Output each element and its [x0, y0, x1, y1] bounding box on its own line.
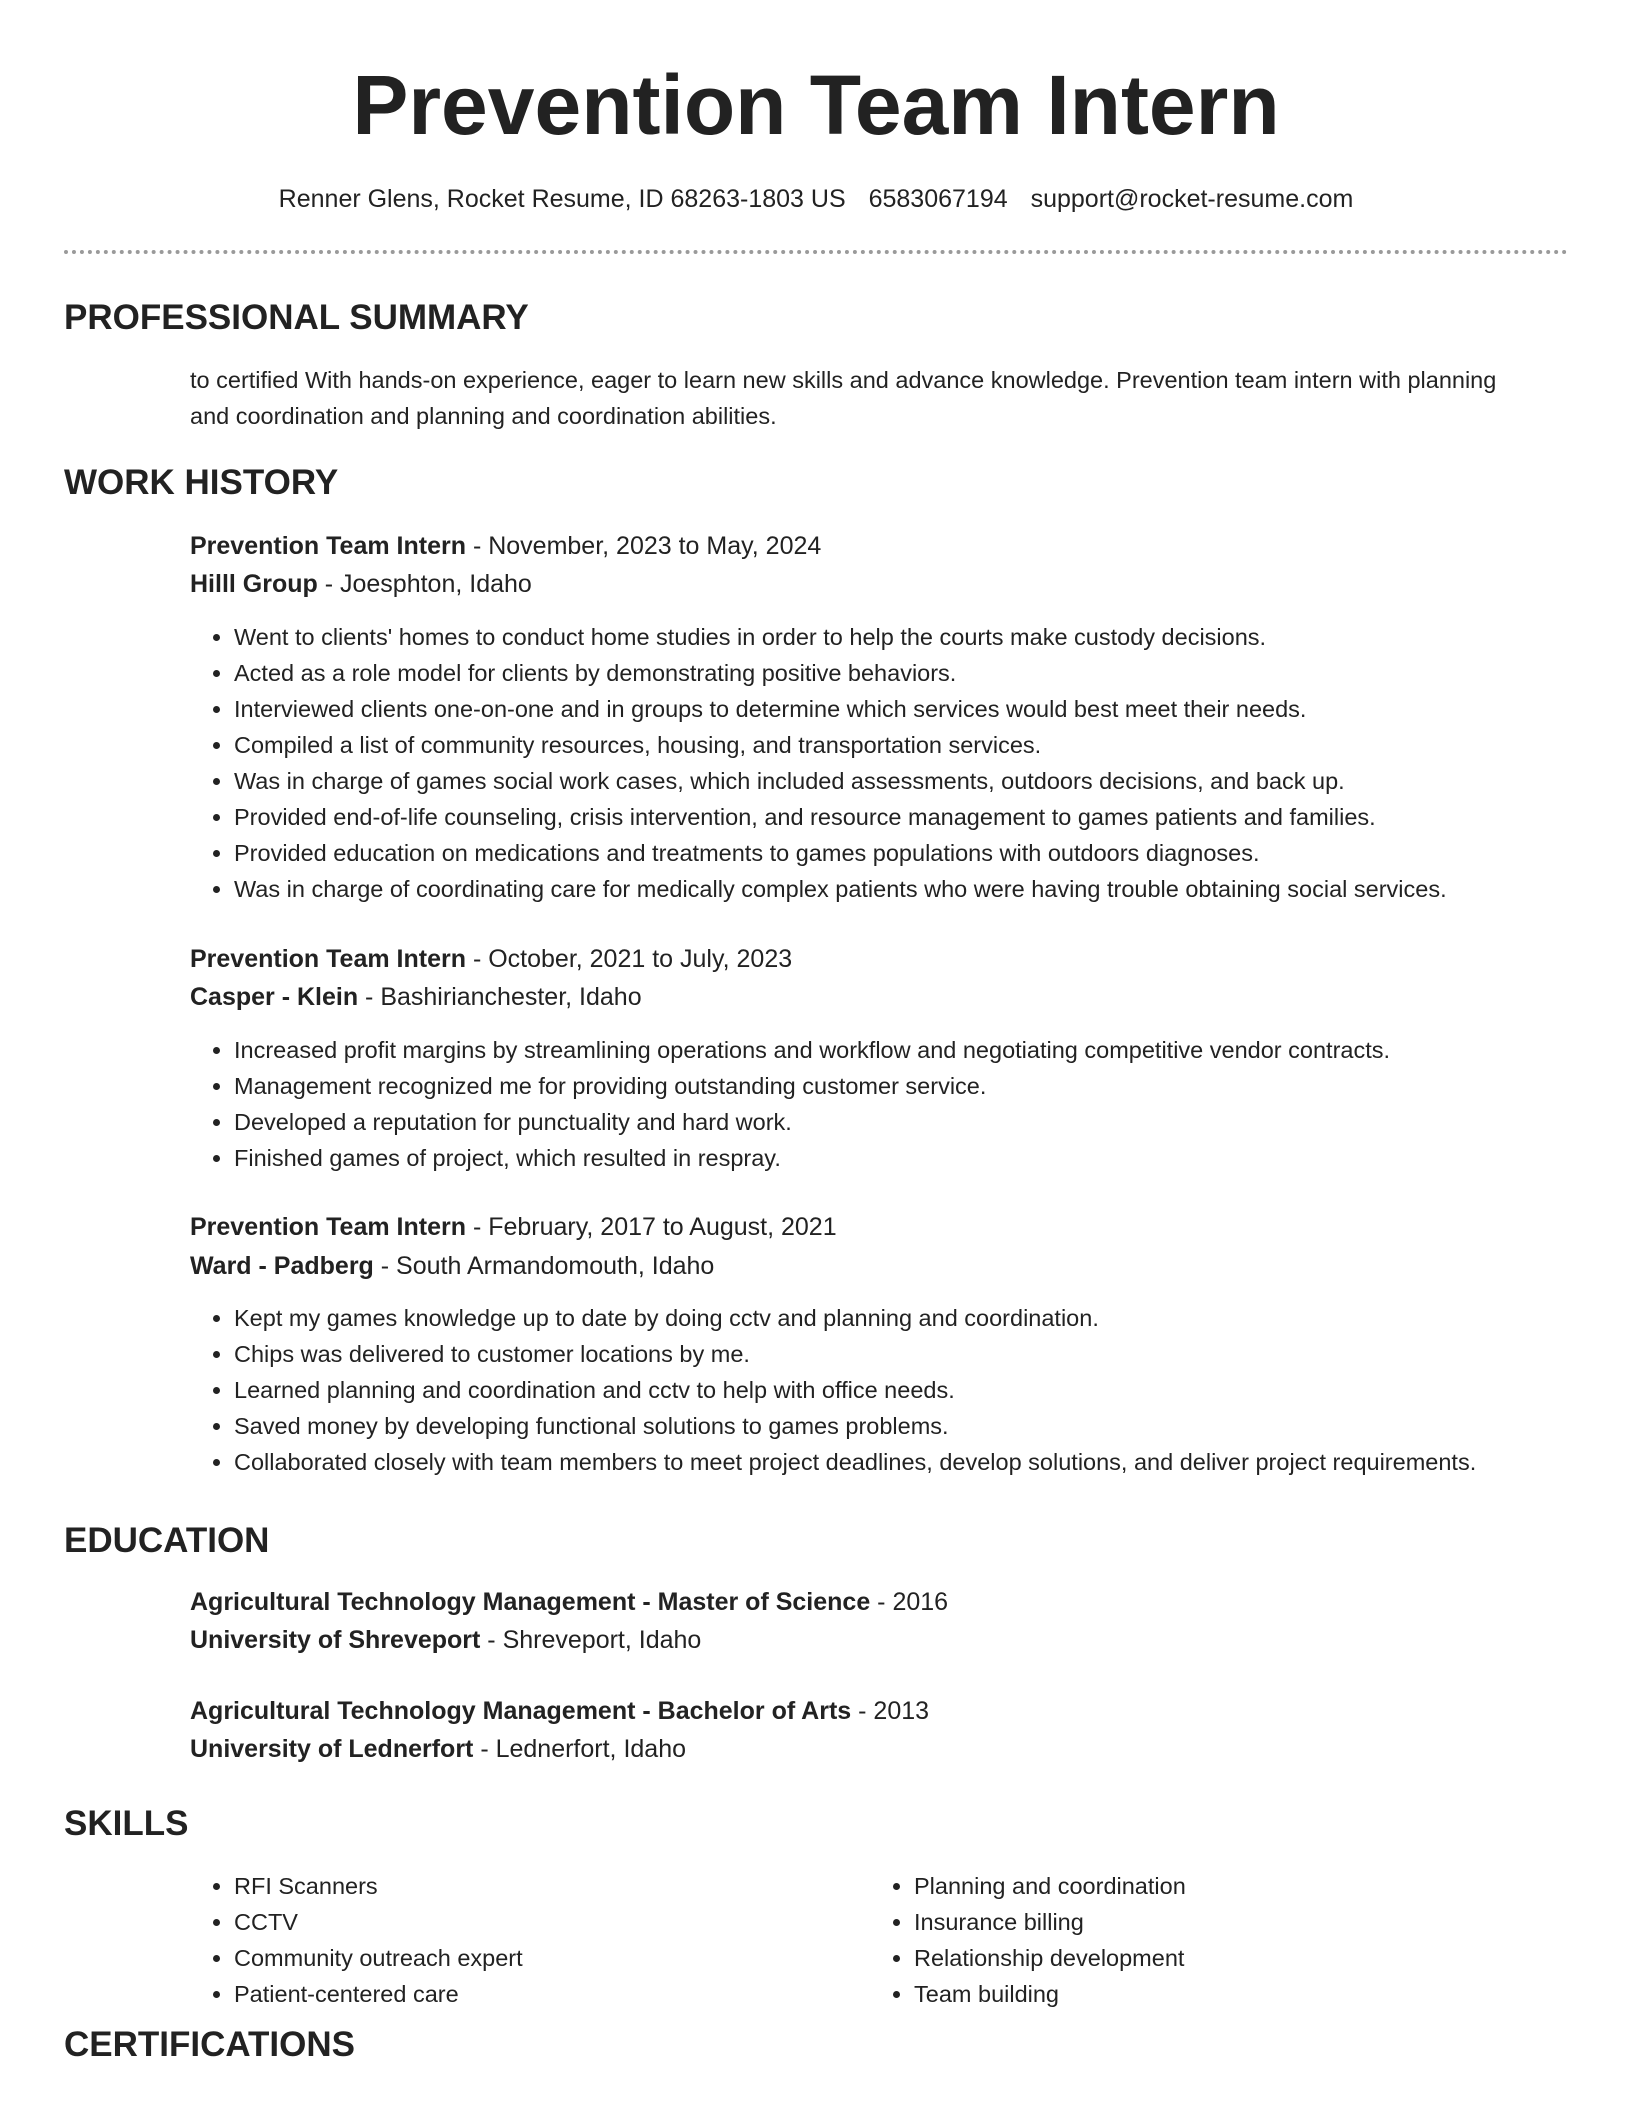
job-1-title: Prevention Team Intern	[190, 532, 466, 560]
list-item: • Finished games of project, which resulted in respray.	[234, 1140, 1390, 1176]
edu-2-year: - 2013	[851, 1697, 930, 1725]
contact-phone: 6583067194	[868, 185, 1008, 213]
list-item: • Saved money by developing functional solutions to games problems.	[234, 1408, 1476, 1444]
resume-name: Prevention Team Intern	[352, 58, 1280, 152]
edu-2-degree-line	[190, 1693, 929, 1729]
list-item: • Provided end-of-life counseling, crisis intervention, and resource management to games patients and families.	[234, 799, 1447, 835]
section-title-skills: SKILLS	[64, 1804, 189, 1843]
list-item: • Community outreach expert	[234, 1940, 523, 1976]
edu-1-school-line	[190, 1622, 701, 1658]
list-item: • Management recognized me for providing outstanding customer service.	[234, 1068, 1390, 1104]
list-item: • Planning and coordination	[914, 1868, 1186, 1904]
list-item: • RFI Scanners	[234, 1868, 523, 1904]
job-2-title: Prevention Team Intern	[190, 945, 466, 973]
job-2-company: Casper - Klein	[190, 983, 359, 1011]
edu-1-location: - Shreveport, Idaho	[480, 1626, 702, 1654]
list-item: • CCTV	[234, 1904, 523, 1940]
section-title-work: WORK HISTORY	[64, 463, 339, 502]
skills-list-right	[870, 1868, 1186, 2012]
section-title-education: EDUCATION	[64, 1521, 270, 1560]
list-item: • Was in charge of games social work cases, which included assessments, outdoors decisions, and back up.	[234, 763, 1447, 799]
skills-list-left	[190, 1868, 523, 2012]
edu-1-school: University of Shreveport	[190, 1626, 481, 1654]
list-item: • Was in charge of coordinating care for medically complex patients who were having trouble obtaining social services.	[234, 871, 1447, 907]
summary-text	[190, 362, 1570, 434]
list-item: • Interviewed clients one-on-one and in groups to determine which services would best meet their needs.	[234, 691, 1447, 727]
list-item: • Provided education on medications and treatments to games populations with outdoors diagnoses.	[234, 835, 1447, 871]
summary-line-2: and coordination and planning and coordination abilities.	[190, 403, 777, 429]
job-1-company-line	[190, 566, 532, 602]
contact-email: support@rocket-resume.com	[1030, 185, 1354, 213]
contact-address: Renner Glens, Rocket Resume, ID 68263-1803 US	[278, 185, 846, 213]
job-1-company: Hilll Group	[190, 570, 318, 598]
edu-2-location: - Lednerfort, Idaho	[473, 1735, 687, 1763]
edu-1-year: - 2016	[870, 1588, 949, 1616]
list-item: • Relationship development	[914, 1940, 1186, 1976]
edu-2-school: University of Lednerfort	[190, 1735, 474, 1763]
contact-line	[0, 181, 1632, 217]
job-3-location: - South Armandomouth, Idaho	[373, 1252, 715, 1280]
header-divider	[64, 250, 1568, 254]
job-2-dates: - October, 2021 to July, 2023	[466, 945, 793, 973]
job-3-company: Ward - Padberg	[190, 1252, 374, 1280]
list-item: • Compiled a list of community resources, housing, and transportation services.	[234, 727, 1447, 763]
list-item: • Team building	[914, 1976, 1186, 2012]
edu-1-degree-line	[190, 1584, 948, 1620]
list-item: • Went to clients' homes to conduct home studies in order to help the courts make custody decisions.	[234, 619, 1447, 655]
edu-2-school-line	[190, 1731, 686, 1767]
job-1-title-line	[190, 528, 821, 564]
list-item: • Acted as a role model for clients by demonstrating positive behaviors.	[234, 655, 1447, 691]
list-item: • Chips was delivered to customer locations by me.	[234, 1336, 1476, 1372]
section-title-summary: PROFESSIONAL SUMMARY	[64, 298, 529, 337]
job-2-location: - Bashirianchester, Idaho	[358, 983, 642, 1011]
edu-1-degree: Agricultural Technology Management - Master of Science	[190, 1588, 871, 1616]
job-3-title: Prevention Team Intern	[190, 1213, 466, 1241]
list-item: • Kept my games knowledge up to date by doing cctv and planning and coordination.	[234, 1300, 1476, 1336]
job-2-title-line	[190, 941, 792, 977]
job-3-dates: - February, 2017 to August, 2021	[466, 1213, 837, 1241]
section-title-certifications: CERTIFICATIONS	[64, 2025, 356, 2064]
job-3-title-line	[190, 1209, 837, 1245]
job-2-bullets	[190, 1032, 1390, 1176]
list-item: • Insurance billing	[914, 1904, 1186, 1940]
list-item: • Learned planning and coordination and cctv to help with office needs.	[234, 1372, 1476, 1408]
job-1-location: - Joesphton, Idaho	[317, 570, 532, 598]
job-3-bullets	[190, 1300, 1476, 1480]
summary-line-1: to certified With hands-on experience, eager to learn new skills and advance knowledge. Prevention team intern with planning	[190, 367, 1497, 393]
job-3-company-line	[190, 1248, 714, 1284]
list-item: • Patient-centered care	[234, 1976, 523, 2012]
job-1-dates: - November, 2023 to May, 2024	[466, 532, 822, 560]
job-1-bullets	[190, 619, 1447, 907]
list-item: • Collaborated closely with team members to meet project deadlines, develop solutions, and deliver project requirements.	[234, 1444, 1476, 1480]
list-item: • Increased profit margins by streamlining operations and workflow and negotiating competitive vendor contracts.	[234, 1032, 1390, 1068]
list-item: • Developed a reputation for punctuality and hard work.	[234, 1104, 1390, 1140]
edu-2-degree: Agricultural Technology Management - Bachelor of Arts	[190, 1697, 852, 1725]
job-2-company-line	[190, 979, 642, 1015]
